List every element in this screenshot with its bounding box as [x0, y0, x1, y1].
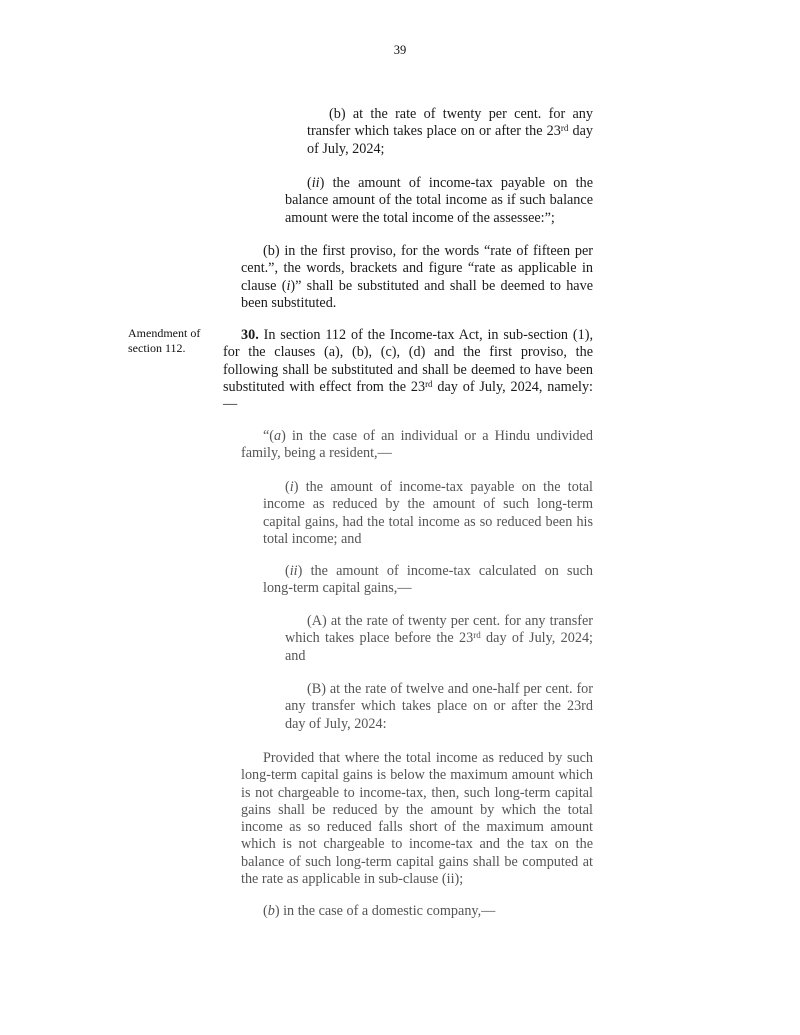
clause-b-domestic: (b) in the case of a domestic company,—	[263, 903, 496, 919]
margin-note: Amendment of section 112.	[128, 326, 201, 355]
section-30: 30. In section 112 of the Income-tax Act, in sub-section (1), for the clauses (a), (b), (c), (d) and the first proviso, the following shall be substituted and shall be deemed to have been substituted with effect from the 23rd day of July, 2024, namely:—	[223, 327, 593, 413]
item-A: (A) at the rate of twenty per cent. for any transfer which takes place before the 23rd day of July, 2024; and	[285, 613, 593, 664]
proviso: Provided that where the total income as reduced by such long-term capital gains is below the maximum amount which is not chargeable to income-tax, then, such long-term capital gains shall be reduced by the amount by which the total income as so reduced falls short of the maximum amount which is not chargeable to income-tax and the tax on the balance of such long-term capital gains shall be computed at the rate as applicable in sub-clause (ii);	[241, 750, 593, 888]
sub-clause-i: (i) the amount of income-tax payable on the total income as reduced by the amount of such long-term capital gains, had the total income as so reduced been his total income; and	[263, 479, 593, 547]
sub-clause-ii: (ii) the amount of income-tax payable on the balance amount of the total income as if such balance amount were the total income of the assessee:”;	[285, 175, 593, 226]
page-number: 39	[393, 43, 407, 57]
clause-b-rate: (b) at the rate of twenty per cent. for any transfer which takes place on or after the 23rd day of July, 2024;	[307, 106, 593, 157]
sub-clause-ii-quoted: (ii) the amount of income-tax calculated on such long-term capital gains,—	[263, 563, 593, 597]
item-B: (B) at the rate of twelve and one-half per cent. for any transfer which takes place on or after the 23rd day of July, 2024:	[285, 681, 593, 732]
section-number: 30.	[241, 327, 259, 343]
first-proviso-amendment: (b) in the first proviso, for the words “rate of fifteen per cent.”, the words, brackets and figure “rate as applicable in clause (i)” shall be substituted and shall be deemed to have been substituted.	[241, 243, 593, 311]
clause-a: “(a) in the case of an individual or a Hindu undivided family, being a resident,—	[241, 428, 593, 462]
